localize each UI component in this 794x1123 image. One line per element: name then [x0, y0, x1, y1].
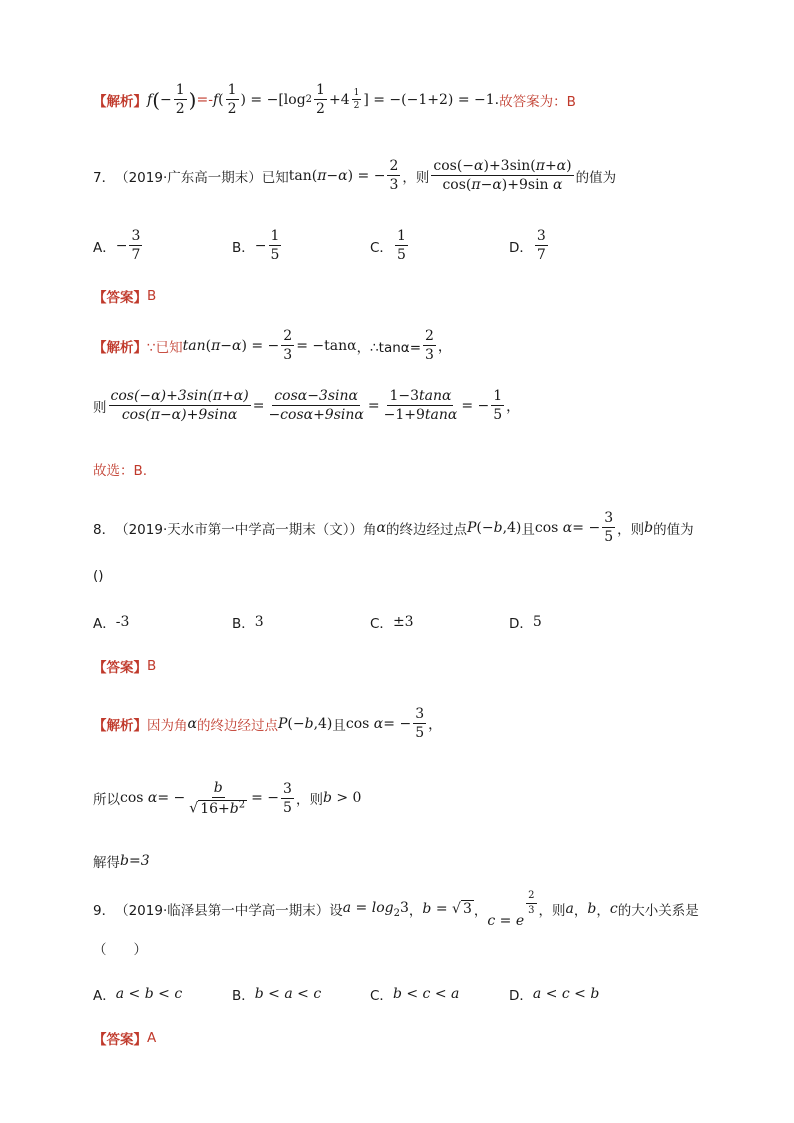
analysis-tag: 【解析】 — [93, 339, 147, 356]
q7-given-formula: tan( π − α ) = − $\frac{2}{3}$ — [288, 158, 399, 194]
option-label: C． — [370, 988, 393, 1004]
q9-comma: ， — [573, 903, 588, 919]
option-label: C． — [370, 239, 393, 256]
q8-analysis-c: 且 — [332, 717, 346, 734]
q7-option-c[interactable] — [370, 228, 410, 263]
q9-option-d[interactable] — [509, 984, 599, 1004]
option-label: A． — [93, 239, 116, 256]
q9-source: （2019·临泽县第一中学高一期末）设 — [115, 903, 343, 919]
q7-conclusion-text: 故选：B. — [93, 463, 148, 479]
q9-text-tail: 的大小关系是 — [617, 903, 699, 919]
q9-a-def: $a = \log_23$ — [342, 899, 409, 919]
q7-analysis-formula2: $\frac{\cos(-\alpha)+3\sin(\pi+\alpha)}{\cos(\pi-\alpha)+9\sin\alpha}$ = $\frac{\cos\alpha-3\sin\alpha}{-\cos\alpha+9\sin\alpha}$ = $\frac{1-3\tan\alpha}{-1+9\tan\alpha}$ = − $\frac{1}{5}$ ， — [110, 388, 521, 424]
q9-blank: （ ） — [93, 942, 147, 958]
q8-analysis-line2 — [93, 780, 361, 817]
q8-stem — [93, 510, 694, 545]
q8-source: （2019·天水市第一中学高一期末（文））角 — [115, 521, 377, 538]
q9-blank-line — [93, 938, 147, 958]
q8-option-b[interactable] — [232, 612, 264, 632]
q9-number: 9． — [93, 903, 116, 919]
q9-c-def: c = e $^{\frac{2}{3}}$ — [487, 890, 535, 930]
q7-option-d[interactable] — [509, 228, 550, 263]
q7-analysis-then: 则 — [93, 399, 107, 416]
q8-solve-line — [93, 851, 150, 871]
analysis-tag: 【解析】 — [93, 717, 147, 734]
option-value: a < c < b — [532, 986, 600, 1002]
q7-analysis-line1 — [93, 328, 452, 363]
q9-var-b: b — [587, 901, 597, 917]
q9-option-a[interactable] — [93, 984, 182, 1004]
q8-point: P(−b,4) — [466, 519, 522, 536]
option-value: ±3 — [392, 614, 414, 630]
q8-analysis-cos: cos α = − $\frac{3}{5}$ ， — [345, 706, 443, 742]
q9-answer: A — [147, 1030, 157, 1046]
q8-number: 8． — [93, 521, 116, 538]
q7-analysis-prefix: ∵已知 — [147, 339, 183, 356]
q9-option-c[interactable] — [370, 984, 459, 1004]
option-label: C． — [370, 616, 393, 632]
q8-text-a: 的终边经过点 — [385, 521, 467, 538]
q8-answer-line — [93, 656, 156, 676]
q8-solve: 解得 — [93, 855, 120, 871]
analysis-tag: 【解析】 — [93, 93, 147, 110]
option-value: − $\frac{3}{7}$ — [115, 228, 141, 264]
option-label: D． — [509, 239, 533, 256]
q8-alpha: α — [376, 519, 386, 536]
answer-tag: 【答案】 — [93, 1032, 147, 1048]
q8-analysis-point: P(−b,4) — [277, 715, 333, 732]
answer-tag: 【答案】 — [93, 290, 147, 306]
q6-analysis-formula: f ( − $\frac{1}{2}$ ) =- f ( $\frac{1}{2}$ ) = −[log 2 $\frac{1}{2}$ +4 $\frac{1}{2}$ ] = −(−1+2) = −1. — [147, 82, 500, 118]
q9-stem — [93, 890, 699, 930]
q7-stem — [93, 158, 616, 193]
option-value: a < b < c — [115, 986, 183, 1002]
q8-text-c: ，则 — [617, 521, 645, 538]
q6-analysis-answer: 故答案为：B — [499, 93, 576, 110]
q7-text-mid: ，则 — [402, 169, 430, 186]
q8-text-b: 且 — [521, 521, 535, 538]
q7-analysis-formula1: tan ( π − α ) = − $\frac{2}{3}$ = −tanα — [182, 328, 357, 364]
q8-text-d: 的值为 — [653, 521, 694, 538]
option-label: D． — [509, 616, 533, 632]
q8-condition: b > 0 — [322, 790, 362, 807]
q8-so: 所以 — [93, 792, 120, 809]
q7-expression: $\frac{\cos(-\alpha)+3\sin(\pi+\alpha)}{\text{cos(π−α)+9sin α}}$ — [433, 158, 572, 194]
option-label: A． — [93, 616, 116, 632]
q8-option-a[interactable] — [93, 612, 129, 632]
q8-solve-value: b=3 — [120, 853, 150, 869]
q7-option-a[interactable] — [93, 228, 144, 263]
option-value: 5 — [532, 614, 542, 630]
q8-option-d[interactable] — [509, 612, 542, 632]
option-label: B． — [232, 988, 255, 1004]
option-value: -3 — [115, 614, 130, 630]
q8-b-var: b — [644, 519, 654, 536]
option-value: b < a < c — [254, 986, 322, 1002]
option-value: b < c < a — [392, 986, 460, 1002]
option-value: $\frac{1}{5}$ — [396, 228, 406, 264]
q9-option-b[interactable] — [232, 984, 321, 1004]
q8-analysis-alpha: α — [187, 715, 197, 732]
q6-analysis-line — [93, 82, 576, 117]
option-label: D． — [509, 988, 533, 1004]
q9-comma: ， — [473, 903, 488, 919]
q7-answer-line — [93, 286, 156, 306]
q7-conclusion — [93, 459, 147, 479]
q7-text-end: 的值为 — [575, 169, 617, 186]
q8-blank: () — [93, 568, 104, 584]
q7-answer: B — [147, 288, 157, 304]
q9-answer-line — [93, 1028, 156, 1048]
q8-answer: B — [147, 658, 157, 674]
q7-source: （2019·广东高一期末）已知 — [115, 169, 289, 186]
option-value: $\frac{3}{7}$ — [536, 228, 546, 264]
q7-analysis-line2 — [93, 388, 520, 423]
option-value: − $\frac{1}{5}$ — [254, 228, 280, 264]
q9-b-def: b = √ 3 — [422, 901, 472, 917]
q9-var-c: c — [609, 901, 618, 917]
option-label: A． — [93, 988, 116, 1004]
q9-vars: a — [565, 901, 574, 917]
q7-number: 7． — [93, 169, 116, 186]
q7-option-b[interactable] — [232, 228, 283, 263]
q8-analysis-b: 的终边经过点 — [196, 717, 278, 734]
option-label: B． — [232, 616, 255, 632]
q9-comma: ， — [408, 903, 423, 919]
q8-analysis-line1 — [93, 706, 442, 741]
q8-then: ，则 — [295, 792, 323, 809]
q8-analysis-a: 因为角 — [147, 717, 188, 734]
answer-tag: 【答案】 — [93, 660, 147, 676]
option-value: 3 — [254, 614, 264, 630]
q8-cos-formula: cos α = − $\frac{3}{5}$ — [534, 510, 614, 546]
q8-blank-line — [93, 568, 104, 584]
q7-analysis-mid: ，∴tanα= — [356, 339, 421, 356]
q9-text-end: ，则 — [538, 903, 566, 919]
q8-so-formula: cos α = − $\frac{b}{√ 16+b^2}$ = − $\frac{3}{5}$ — [120, 780, 292, 817]
q9-comma: ， — [596, 903, 610, 919]
q8-option-c[interactable] — [370, 612, 414, 632]
option-label: B． — [232, 239, 255, 256]
q7-analysis-tanvalue: $\frac{2}{3}$ ， — [425, 328, 452, 364]
